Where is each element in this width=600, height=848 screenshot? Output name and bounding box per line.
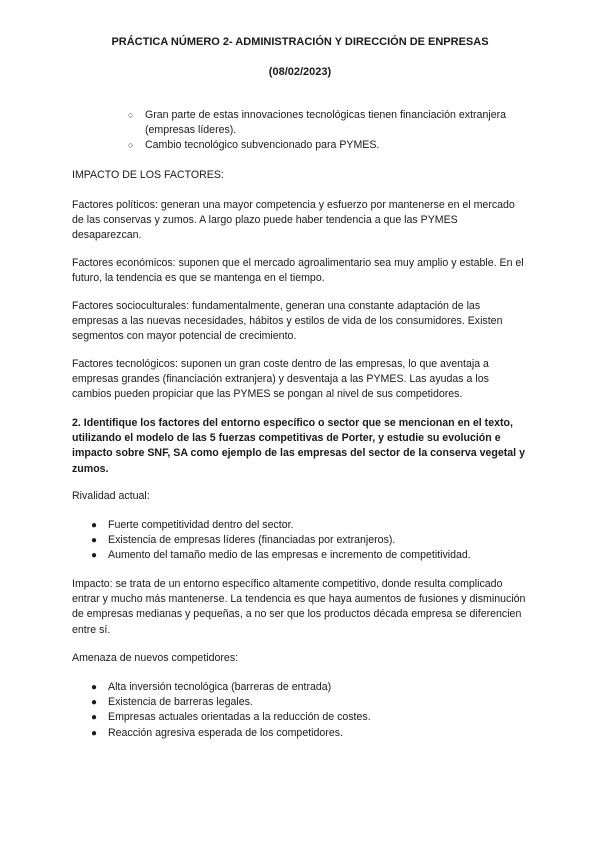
factor-tecnologicos: Factores tecnológicos: suponen un gran coste dentro de las empresas, lo que aventaja a empresas grandes (financiación extranjera) y desventaja a las PYMES. Las ayudas a los cambios pueden propiciar que las PYMES se pongan al nivel de sus competidores. <box>72 358 489 401</box>
disc-bullet-icon: ● <box>91 727 98 739</box>
circle-bullet-icon: ○ <box>128 110 134 120</box>
list-item: ● Aumento del tamaño medio de las empresas e incremento de competitividad. <box>108 548 528 563</box>
factor-socioculturales: Factores socioculturales: fundamentalmente, generan una constante adaptación de las empresas a las nuevas necesidades, hábitos y estilos de vida de los consumidores. Existen segmentos con mayor potencial de crecimiento. <box>72 300 503 343</box>
list-item: ● Existencia de empresas líderes (financiadas por extranjeros). <box>108 533 528 548</box>
disc-bullet-icon: ● <box>91 550 98 562</box>
impact-heading: IMPACTO DE LOS FACTORES: <box>72 169 224 181</box>
rivalidad-heading: Rivalidad actual: <box>72 490 150 502</box>
document-date: (08/02/2023) <box>268 66 332 78</box>
list-item: ● Existencia de barreras legales. <box>108 695 528 710</box>
rivalidad-impacto: Impacto: se trata de un entorno específico altamente competitivo, donde resulta complicado entrar y mucho más mantenerse. La tendencia es que haya aumentos de fusiones y disminución de empresas medianas y pequeñas, a no ser que los productos década empresa se diferencien entre sí. <box>72 578 526 636</box>
question-2: 2. Identifique los factores del entorno específico o sector que se mencionan en el texto, utilizando el modelo de las 5 fuerzas competitivas de Porter, y estudie su evolución e impacto sobre SNF, SA como ejemplo de las empresas del sector de la conserva vegetal y zumos. <box>72 417 525 475</box>
disc-bullet-icon: ● <box>91 712 98 724</box>
list-item: ○ Gran parte de estas innovaciones tecnológicas tienen financiación extranjera (empresas líderes). <box>128 109 506 137</box>
disc-bullet-icon: ● <box>91 697 98 709</box>
rivalidad-bullet-list <box>91 518 528 564</box>
list-item: ● Fuerte competitividad dentro del sector. <box>108 518 528 533</box>
list-item: ● Empresas actuales orientadas a la reducción de costes. <box>108 710 528 725</box>
factor-economicos: Factores económicos: suponen que el mercado agroalimentario sea muy amplio y estable. En el futuro, la tendencia es que se mantenga en el tiempo. <box>72 257 524 285</box>
disc-bullet-icon: ● <box>91 520 98 531</box>
intro-bullet-list <box>128 108 528 154</box>
disc-bullet-icon: ● <box>91 682 98 693</box>
amenaza-bullet-list <box>91 680 528 741</box>
list-item: ○ Cambio tecnológico subvencionado para PYMES. <box>145 138 528 153</box>
document-title: PRÁCTICA NÚMERO 2- ADMINISTRACIÓN Y DIRECCIÓN DE ENPRESAS <box>111 36 489 48</box>
disc-bullet-icon: ● <box>91 535 98 547</box>
factor-politicos: Factores políticos: generan una mayor competencia y esfuerzo por mantenerse en el mercado de las conservas y zumos. A largo plazo puede haber tendencia a que las PYMES desaparezcan. <box>72 199 515 242</box>
list-item: ● Alta inversión tecnológica (barreras de entrada) <box>108 680 528 695</box>
list-item: ● Reacción agresiva esperada de los competidores. <box>108 726 528 741</box>
amenaza-heading: Amenaza de nuevos competidores: <box>72 652 239 664</box>
circle-bullet-icon: ○ <box>128 140 134 151</box>
